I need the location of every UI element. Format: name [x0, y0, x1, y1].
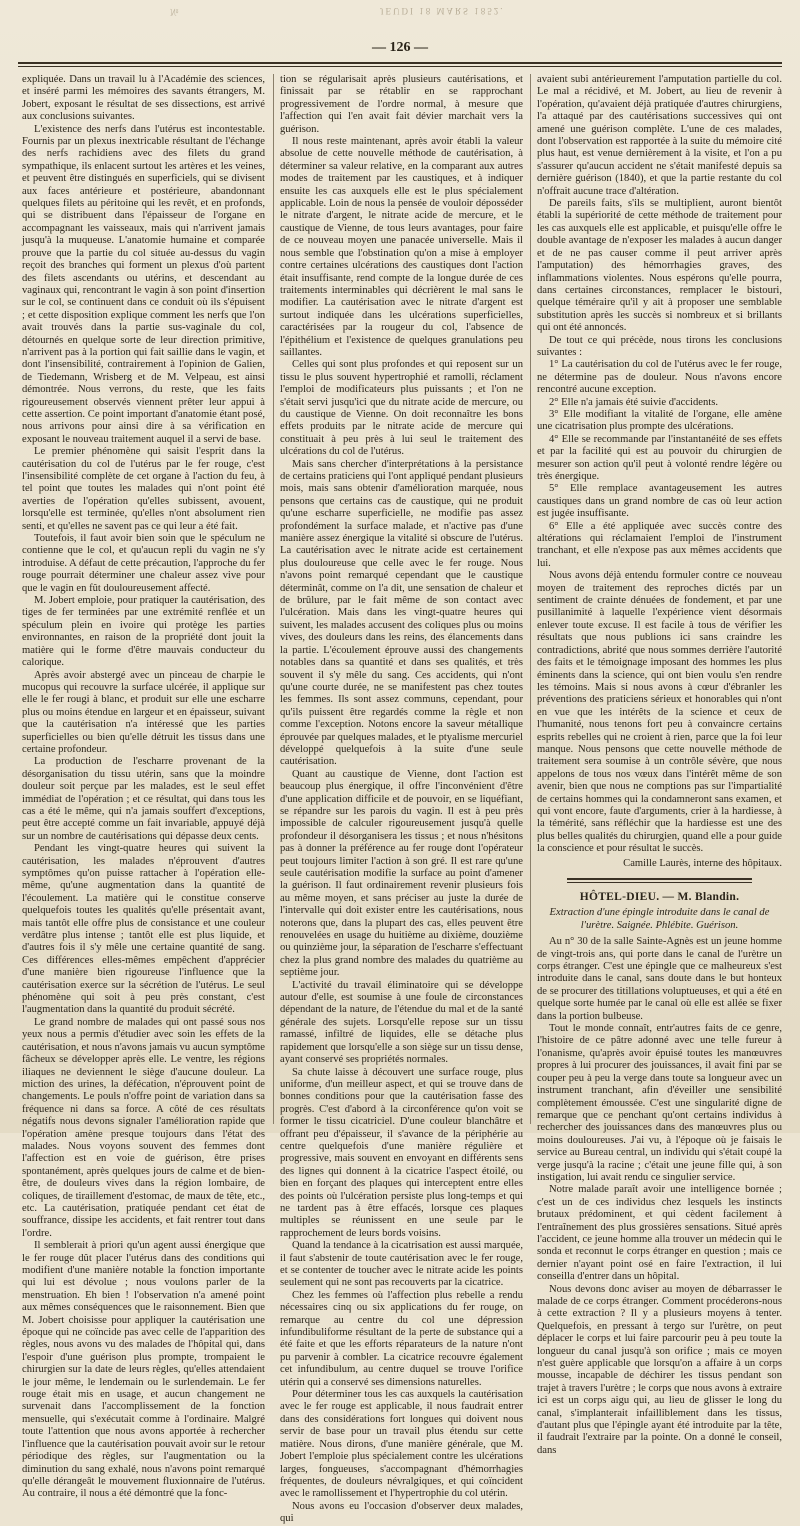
- paragraph: L'activité du travail éliminatoire qui se développe autour d'elle, est soumise à une foule de circonstances dépendant de la nature, de l'étendue du mal et de la santé générale des sujets. Lorsqu'elle repose sur un tissu ramassé, infiltré de liquides, elle se détache plus rapidement que lorsqu'elle a son siège sur un tissu dense, ayant conservé ses propriétés normales.: [280, 979, 523, 1066]
- paragraph: Le grand nombre de malades qui ont passé sous nos yeux nous a permis d'étudier avec soin les effets de la cautérisation, et nous n'avons jamais vu aucun symptôme fâcheux se développer après elle. Le ventre, les régions iliaques ne deviennent le siège d'aucune douleur. La miction des urines, la défécation, n'éprouvent point de changements. Le pouls n'offre point de variation dans sa fréquence ni dans sa force. A côté de ces résultats négatifs nous devons signaler l'amélioration rapide que l'opération amène presque toujours dans l'état des malades. Nous voyons souvent des femmes dont l'affection est en voie de guérison, être prises spontanément, après quelques jours de calme et de bien-être, de douleurs vives dans la région lombaire, de coliques, de tiraillement d'estomac, de maux de tête, etc., etc. La cautérisation, pratiquée pendant cet état de souffrance, dissipe les accidents, et fait rentrer tout dans l'ordre.: [22, 1016, 265, 1239]
- conclusion-item: 2° Elle n'a jamais été suivie d'accidents.: [549, 396, 718, 408]
- paragraph: Il semblerait à priori qu'un agent aussi énergique que le fer rouge dût placer l'utérus dans des conditions qui modifient d'une manière notable la fonction importante qui lui est dévolue ; nous voulons parler de la menstruation. Eh bien ! l'observation n'a amené point aux mêmes conséquences que le raisonnement. Bien que M. Jobert choisisse pour appliquer la cautérisation une époque qui ne coïncide pas avec celle de l'apparition des règles, nous avons vu des malades de l'hôpital qui, dans l'espoir d'une guérison plus prompte, trompaient le chirurgien sur la date de leurs règles, qu'elles attendaient le jour même, le lendemain ou le surlendemain. Le fer rouge était mis en usage, et aucun changement ne survenait dans l'accomplissement de la fonction mensuelle, qui s'exécutait comme à l'ordinaire. Malgré toute l'attention que nous avons apportée à rechercher l'influence que la cautérisation pouvait avoir sur le retour périodique des règles, sur l'augmentation ou la diminution du sang exhalé, nous n'avons point remarqué qu'elle dérangeât le mouvement fluxionnaire de l'utérus. Au contraire, il nous a été démontré que la fonc-: [22, 1240, 265, 1500]
- section-heading: HÔTEL-DIEU. — M. Blandin.: [579, 891, 740, 903]
- paragraph: Nous avons eu l'occasion d'observer deux malades, qui: [280, 1500, 523, 1525]
- conclusion-item: 4° Elle se recommande par l'instantanéité de ses effets et par la facilité qui est au pouvoir du chirurgien de mesurer son action qu'il peut à volonté rendre légère ou très énergique.: [537, 433, 782, 482]
- paragraph: expliquée. Dans un travail lu à l'Académie des sciences, et inséré parmi les mémoires des savants étrangers, M. Jobert, exposant le résultat de ses dissections, est arrivé aux conclusions suivantes.: [22, 74, 265, 123]
- paragraph: De pareils faits, s'ils se multiplient, auront bientôt établi la supériorité de cette méthode de traitement pour les cas auxquels elle est applicable, et puisqu'elle offre le double avantage de n'exposer les malades à aucun danger et de ne pas causer comme il peut arriver après l'amputation) des hémorrhagies graves, des inflammations violentes. Nous espérons qu'elle pourra, dans certaines circonstances, remplacer le bistouri, quelque téméraire qu'il y ait à proposer une semblable substitution après les succès si nombreux et si brillants qui ont été annoncés.: [537, 198, 782, 334]
- paragraph: La production de l'escharre provenant de la désorganisation du tissu utérin, sans que la moindre douleur soit perçue par les malades, est le seul effet immédiat de l'opération ; et ce résultat, qui dans tous les cas a été le même, qui n'a jamais souffert d'exceptions, peut être accepté comme un fait invariable, appuyé déjà sur un nombre de cautérisations qui dépasse deux cents.: [22, 756, 265, 842]
- paragraph: Tout le monde connaît, entr'autres faits de ce genre, l'histoire de ce pâtre adonné avec une telle fureur à l'onanisme, qu'après avoir épuisé toutes les manœuvres propres à lui procurer des jouissances, il avait fini par se couper peu à peu la verge dans toute sa longueur avec un instrument tranchant, afin d'éveiller une sensibilité complètement émoussée. C'est une singularité digne de remarque que ce penchant qu'ont certains individus à rechercher des jouissances dans des manœuvres plus ou moins douloureuses. J'ai vu, à l'époque où je faisais le service au Bureau central, un individu qui s'était coupé la verge jusqu'à la racine ; c'était une jeune fille qui, à son instigation, lui avait rendu ce singulier service.: [537, 1023, 782, 1183]
- case-title: Extraction d'une épingle introduite dans le canal de l'urètre. Saignée. Phlébite. Guérison.: [549, 907, 770, 931]
- author-signature: Camille Laurès, interne des hôpitaux.: [623, 857, 782, 869]
- conclusion-item: 3° Elle modifiant la vitalité de l'organe, elle amène une cicatrisation plus prompte des ulcérations.: [537, 408, 782, 433]
- section-divider: [567, 878, 752, 880]
- conclusion-item: 6° Elle a été appliquée avec succès contre des altérations qui réclamaient l'emploi de l'instrument tranchant, et elle n'expose pas aux mêmes accidents que lui.: [537, 520, 782, 569]
- bleed-through-text: JEUDI 18 MARS 1852.: [380, 6, 505, 16]
- paragraph: Le premier phénomène qui saisit l'esprit dans la cautérisation du col de l'utérus par le fer rouge, c'est l'insensibilité complète de cet organe à l'action du feu, à tel point que toutes les malades qui n'ont point été averties de l'opération qu'elles subissent, avouent, lorsqu'elle est terminée, qu'elles n'ont absolument rien senti, et qu'elles ne savent pas ce qui leur a été fait.: [22, 446, 265, 532]
- bleed-through-text-left: №: [170, 6, 179, 16]
- column-3: [537, 74, 782, 1456]
- paragraph: Quand la tendance à la cicatrisation est aussi marquée, il faut s'abstenir de toute cautérisation avec le fer rouge, et se contenter de toucher avec le nitrate acide les points seulement qui ne sont pas recouverts par la cicatrice.: [280, 1240, 523, 1289]
- paragraph: Toutefois, il faut avoir bien soin que le spéculum ne contienne que le col, et qu'aucun repli du vagin ne s'y introduise. A défaut de cette précaution, l'approche du fer rouge pourrait déterminer une chaleur assez vive pour que le vagin en fût douloureusement affecté.: [22, 533, 265, 594]
- paragraph: M. Jobert emploie, pour pratiquer la cautérisation, des tiges de fer terminées par une extrémité renflée et un spéculum plein en ivoire qui protège les parties environnantes, en raison de la propriété dont jouit la matière qui le forme d'être mauvais conducteur du calorique.: [22, 595, 265, 669]
- column-divider: [530, 74, 531, 1124]
- paragraph: Notre malade paraît avoir une intelligence bornée ; c'est un de ces individus chez lesquels les instincts brutaux prédominent, et qui cèdent facilement à l'entraînement des plus grossières sensations. Situé après l'accident, ce jeune homme alla trouver un médecin qui le sonda et reconnut le corps étranger en question ; mais ce dernier n'ayant point osé en faire l'extraction, il lui conseilla d'entrer dans un hôpital.: [537, 1184, 782, 1283]
- paragraph: L'existence des nerfs dans l'utérus est incontestable. Fournis par un plexus inextricable résultant de l'échange des nerfs rachidiens avec des filets du grand sympathique, ils enlacent surtout les artères et les veines, et peuvent être distingués en superficiels, qui se divisent aux faces antérieure et postérieure, abandonnant quelques filets au péritoine qui les revêt, et en profonds, qui se distribuent dans l'épaisseur de l'organe en accompagnant les vaisseaux, mais qui n'arrivent jamais jusqu'à la muqueuse. L'anatomie humaine et comparée prouve que la partie du col située au-dessus du vagin reçoit des branches qui forment un plexus d'où partent des filets ascendants ou utérins, et descendant au vaginaux qui, rencontrant le vagin à son point d'insertion sur le col, se continuent dans ce conduit où ils s'épuisent ; et cette disposition explique comment les nerfs que l'on avait trouvés dans la partie sus-vaginale du col, détournés en quelque sorte de leur direction primitive, n'arrivent pas à la portion qui fait saillie dans le vagin, et dont l'insensibilité, contrairement à l'opinion de Galien, de Tiedemann, Wrisberg et de M. Velpeau, est ainsi démontrée. Nous verrons, du reste, que les faits rigoureusement observés viennent prêter leur appui à cette assertion. Ce point important d'anatomie étant posé, nous arrivons pour ainsi dire à sa vérification en exposant le nouveau traitement auquel il a servi de base.: [22, 123, 265, 445]
- paragraph: Chez les femmes où l'affection plus rebelle a rendu nécessaires cinq ou six applications du fer rouge, on remarque au centre du col une dépression infundibuliforme résultant de la perte de substance qui a été faite et que les efforts réparateurs de la nature n'ont pu parvenir à combler. La cicatrice recouvre également cet infundibulum, au centre duquel se trouve l'orifice utérin qui a conservé ses dimensions naturelles.: [280, 1289, 523, 1388]
- paragraph: Nous devons donc aviser au moyen de débarrasser le malade de ce corps étranger. Comment procéderons-nous à cette extraction ? Il y a plusieurs moyens à tenter. Quelquefois, en pressant à tergo sur l'urètre, on peut déplacer le corps et lui faire parcourir peu à peu toute la longueur du canal jusqu'à son orifice ; mais ce moyen n'est guère applicable que lorsqu'on a affaire à un corps mousse, incapable de déchirer les tissus pendant son trajet à travers l'urètre ; le corps que nous avons à extraire ici est un corps aigu qui, au lieu de glisser le long du canal, s'implanterait infailliblement dans les tissus, d'autant plus que l'épingle ayant été introduite par la tête, il faudrait l'extraire par la pointe. On a donné le conseil, dans: [537, 1283, 782, 1456]
- paragraph: De tout ce qui précède, nous tirons les conclusions suivantes :: [537, 334, 782, 358]
- paragraph: Celles qui sont plus profondes et qui reposent sur un tissu le plus souvent hypertrophié et ramolli, réclament l'emploi de modificateurs plus puissants ; et l'on ne s'était servi jusqu'ici que du nitrate acide de mercure, ou du caustique de Vienne. On doit reconnaître les bons effets produits par le nitrate acide de mercure qui constituait à peu près à lui seul le traitement des ulcérations du col de l'utérus.: [280, 359, 523, 458]
- paragraph: Après avoir abstergé avec un pinceau de charpie le mucopus qui recouvre la surface ulcérée, il applique sur elle le fer rougi à blanc, et produit sur elle une escharre plus ou moins étendue en largeur et en épaisseur, suivant que la cautérisation n'a intéressé que les parties superficielles ou bien qu'elle détruit les tissus dans une certaine profondeur.: [22, 669, 265, 755]
- conclusion-item: 5° Elle remplace avantageusement les autres caustiques dans un grand nombre de cas où leur action est jugée insuffisante.: [537, 483, 782, 520]
- paragraph: Pendant les vingt-quatre heures qui suivent la cautérisation, les malades n'éprouvent d'autres symptômes qu'on puisse rattacher à l'opération elle-même, qu'une augmentation dans la quantité de l'écoulement. La matière qui le constitue conserve quelquefois toutes les qualités qu'elle présentait avant, mais tantôt elle offre plus de consistance et une couleur verdâtre plus intense ; tantôt elle est plus liquide, et d'autres fois il s'y mêle une certaine quantité de sang. Ces différences elles-mêmes empêchent d'apprécier d'une manière bien rigoureuse l'influence que la cautérisation exerce sur la sécrétion de l'utérus. Le seul phénomène qui soit à peu près constant, c'est l'augmentation dans la quantité du produit sécrété.: [22, 843, 265, 1016]
- paragraph: tion se régularisait après plusieurs cautérisations, et finissait par se rétablir en se rapprochant progressivement de l'ordre normal, à mesure que l'affection qui l'en avait fait dévier marchait vers la guérison.: [280, 74, 523, 135]
- paragraph: Mais sans chercher d'interprétations à la persistance de certains praticiens qui l'ont appliqué pendant plusieurs mois, mais sans obtenir d'amélioration marquée, nous pensons que certains cas de caustique, qui ne produit qu'une escharre superficielle, ne modifie pas assez profondément la surface malade, et n'active pas d'une manière assez énergique la vitalité si obscure de l'utérus. La cautérisation avec le nitrate acide est certainement plus douloureuse que celle avec le fer rouge. Nous n'avons point remarqué cependant que le caustique déterminât, comme on l'a dit, une sensation de chaleur et de brûlure, par le fait même de son contact avec l'ulcération. Mais dans les vingt-quatre heures qui suivent, les malades accusent des coliques plus ou moins vives, des douleurs dans les reins, des élancements dans la partie. L'écoulement éprouve aussi des changements notables dans sa quantité et dans ses qualités, et très souvent il s'y mêle du sang. Ces accidents, qui n'ont qu'une courte durée, ne se manifestent pas chez toutes les femmes. Ils sont assez communs, cependant, pour qu'ils puissent être regardés comme la règle et non comme l'exception. Notons encore la saveur métallique éprouvée par quelques malades, et le ptyalisme mercuriel développé quelquefois à la suite d'une seule cautérisation.: [280, 458, 523, 768]
- page-number: — 126 —: [372, 40, 428, 55]
- section-divider: [567, 882, 752, 883]
- paragraph: avaient subi antérieurement l'amputation partielle du col. Le mal a récidivé, et M. Jobert, au lieu de revenir à l'opération, qu'avaient déjà pratiquée d'autres chirurgiens, l'a attaqué par des cautérisations successives qui ont amené une guérison complète. L'une de ces malades, dont l'observation est rapportée à la suite du mémoire cité plus haut, est venue dernièrement à la visite, et l'on a pu s'assurer qu'aucun accident ne s'était manifesté depuis sa dernière guérison (1840), et que la partie restante du col n'offrait aucune trace d'altération.: [537, 74, 782, 197]
- column-1: [22, 74, 265, 1500]
- paragraph: Pour déterminer tous les cas auxquels la cautérisation avec le fer rouge est applicable, il nous faudrait entrer dans des considérations fort longues qui doivent nous servir de base pour un travail plus étendu sur cette matière. Nous dirons, d'une manière générale, que M. Jobert l'emploie plus spécialement contre les ulcérations larges, fongueuses, s'accompagnant d'hémorrhagies fréquentes, de douleurs névralgiques, et qui coïncident avec le ramollissement et l'hypertrophie du col utérin.: [280, 1389, 523, 1500]
- paragraph: Nous avons déjà entendu formuler contre ce nouveau moyen de traitement des reproches dictés par un sentiment de crainte dénuées de fondement, et par une pusillanimité à laquelle l'expérience vient désormais enlever toute excuse. Il est facile à tous de vérifier les résultats que nous publions ici sans craindre les contradictions, abrité que nous sommes derrière l'autorité des faits et le témoignage imposant des hommes les plus éminents dans la science, qui ont bien voulu s'en rendre les témoins. Mais si nous avons à cœur d'ébranler les préventions des praticiens sérieux et honorables qui n'ont en vue que les intérêts de la science et ceux de l'humanité, nous tenons fort peu à convaincre certains esprits rebelles qui ne croient à rien, parce que la foi leur manque. Nous pensons que cette nouvelle méthode de traitement sera soumise à un contrôle sévère, que nous appelons de tous nos vœux dans l'intérêt même de son avenir, bien que nous ne comptions pas sur l'impartialité de certains hommes qui la condamneront sans examen, et qui vont encore, faute d'arguments, crier à la hardiesse, à la témérité, sans réfléchir que la hardiesse est une des plus belles qualités du chirurgien, quand elle a pour guide la conscience et pour résultat le succès.: [537, 570, 782, 855]
- header-rule-thin: [18, 66, 782, 67]
- conclusion-item: 1° La cautérisation du col de l'utérus avec le fer rouge, ne détermine pas de douleur. Nous n'avons encore rencontré aucune exception.: [537, 359, 782, 396]
- column-divider: [273, 74, 274, 1124]
- column-2: [280, 74, 523, 1525]
- paragraph: Quant au caustique de Vienne, dont l'action est beaucoup plus énergique, il offre l'inconvénient d'être d'une application difficile et de pouvoir, en se liquéfiant, se répandre sur les parois du vagin. Il est à peu près impossible de calculer rigoureusement jusqu'à quelle profondeur il désorganisera les tissus ; et nous n'hésitons pas à donner la préférence au fer rouge dont l'opérateur peut toujours limiter l'action à son gré. Il est rare qu'une seule cautérisation modifie la surface au point d'amener la guérison. Il faut ordinairement revenir plusieurs fois au même moyen, et sans préciser au juste la durée de l'intervalle qui doit exister entre les cautérisations, nous noterons que, dans la plupart des cas, elles peuvent être renouvelées en usage du huitième au dixième, douzième ou quinzième jour, la séparation de l'escharre s'effectuant chez la plus grand nombre des malades du quatrième au septième jour.: [280, 768, 523, 979]
- paragraph: Au n° 30 de la salle Sainte-Agnès est un jeune homme de vingt-trois ans, qui porte dans le canal de l'urètre un corps étranger. C'est une épingle que ce malheureux s'est introduite dans le canal, sans doute dans le but honteux de se procurer des titillations voluptueuses, et qui a été en quelque sorte humée par le canal où elle est allée se fixer dans la portion bulbeuse.: [537, 936, 782, 1022]
- header-rule-thick: [18, 62, 782, 64]
- paragraph: Il nous reste maintenant, après avoir établi la valeur absolue de cette nouvelle méthode de cautérisation, à déterminer sa valeur relative, en la comparant aux autres modes de traitement par les caustiques, et à indiquer ensuite les cas auxquels elle est le plus spécialement applicable. Loin de nous la pensée de vouloir déposséder le nitrate d'argent, le nitrate acide de mercure, et le caustique de Vienne, de tous leurs avantages, pour faire de ce nouveau moyen une panacée universelle. Mais il nous semble que l'obstination qu'on a mise à employer contre certaines ulcérations des caustiques dont l'action était insuffisante, rend compte de la longue durée de ces traitements interminables qui décrièrent le mal sans le modifier. La cautérisation avec le nitrate d'argent est surtout indiquée dans les ulcérations superficielles, caractérisées par la rougeur du col, l'absence de l'épithélium et l'existence de quelques granulations peu saillantes.: [280, 136, 523, 358]
- paragraph: Sa chute laisse à découvert une surface rouge, plus uniforme, d'un meilleur aspect, et qui se trouve dans de bonnes conditions pour que la cautérisation fasse des progrès. C'est d'abord à la circonférence qu'on voit se former le tissu cicatriciel. D'une couleur blanchâtre et offrant peu d'épaisseur, il s'avance de la périphérie au centre quelquefois d'une manière régulière et progressive, mais souvent en envoyant en différents sens des lignes qui donnent à la cicatrice l'aspect étoilé, ou bien en forçant des plaques qui interceptent entre elles des points où l'ulcération persiste plus long-temps et qui ne tardent pas à être effacés, lorsque ces plaques multiples se réunissent en une seule par le rapprochement de leurs bords voisins.: [280, 1066, 523, 1239]
